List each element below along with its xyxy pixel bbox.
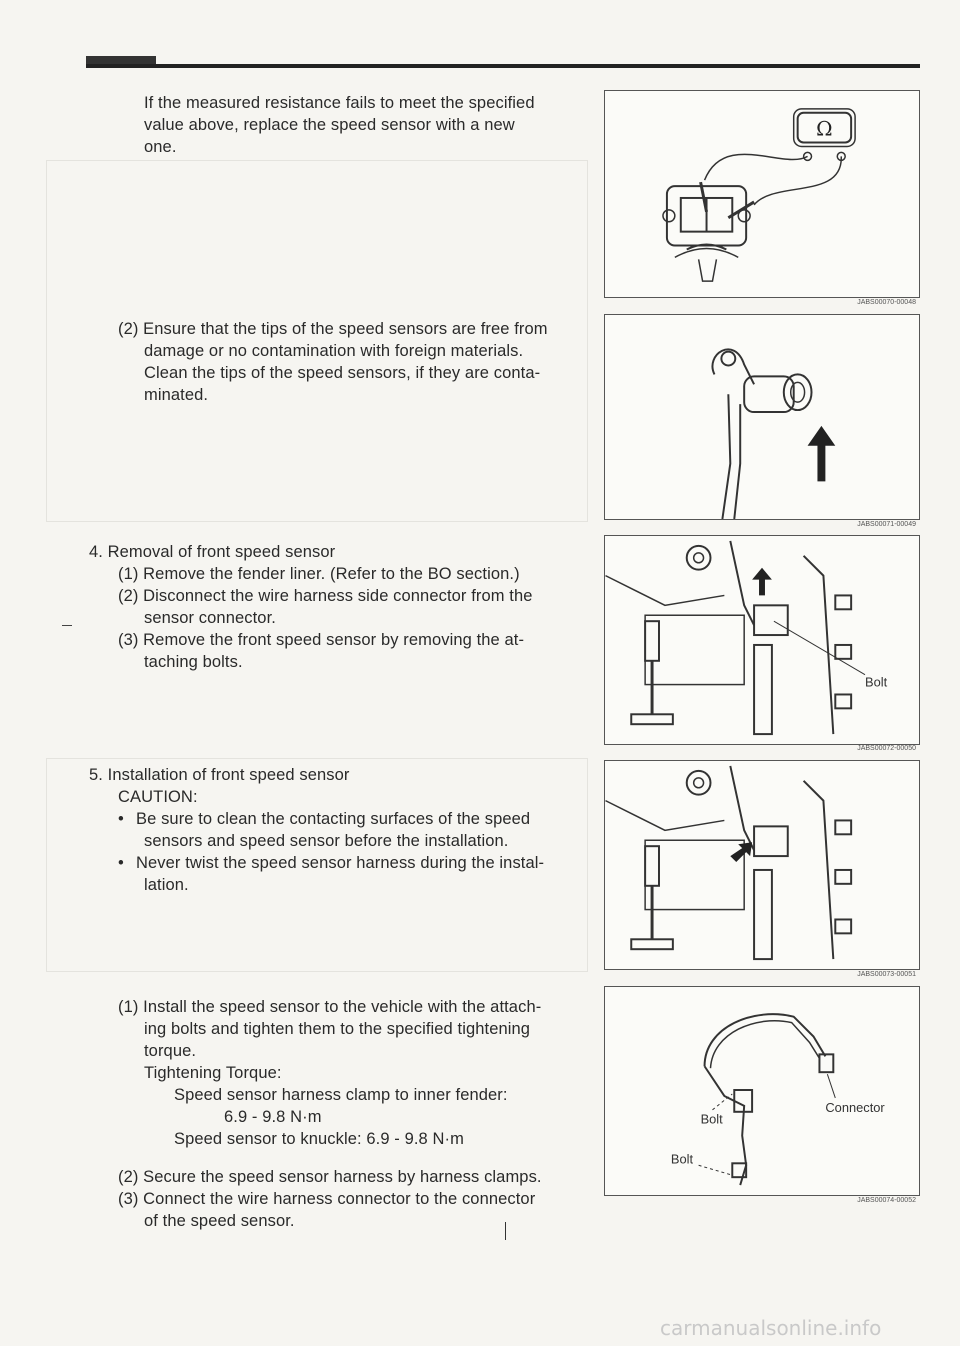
removal-step-3a: (3) Remove the front speed sensor by removing the at- xyxy=(118,631,525,649)
intro-line-3: one. xyxy=(144,138,177,156)
removal-step-3b: taching bolts. xyxy=(144,653,243,671)
step2-line-1: (2) Ensure that the tips of the speed sensors are free from xyxy=(118,320,548,338)
caution-bullet-2-cont: lation. xyxy=(144,876,189,894)
bullet-marker: • xyxy=(118,854,124,872)
install-step-1a: (1) Install the speed sensor to the vehicle with the attach- xyxy=(118,998,542,1016)
header-rule xyxy=(86,64,920,68)
intro-line-1: If the measured resistance fails to meet the specified xyxy=(144,94,535,112)
knuckle-removal-illustration xyxy=(605,536,919,744)
figure-code-3: JABS00072-00050 xyxy=(857,745,916,752)
install-step-3b: of the speed sensor. xyxy=(144,1212,295,1230)
figure-code-4: JABS00073-00051 xyxy=(857,971,916,978)
step2-line-2: damage or no contamination with foreign materials. xyxy=(144,342,524,360)
torque-knuckle: Speed sensor to knuckle: 6.9 - 9.8 N·m xyxy=(174,1130,464,1148)
install-step-2: (2) Secure the speed sensor harness by harness clamps. xyxy=(118,1168,542,1186)
figure-code-2: JABS00071-00049 xyxy=(857,521,916,528)
figure-sensor-removal xyxy=(604,535,920,745)
removal-title: 4. Removal of front speed sensor xyxy=(89,543,336,561)
step2-line-4: minated. xyxy=(144,386,209,404)
torque-clamp: Speed sensor harness clamp to inner fender: xyxy=(174,1086,508,1104)
torque-clamp-value: 6.9 - 9.8 N·m xyxy=(224,1108,322,1126)
figure-code-1: JABS00070-00048 xyxy=(857,299,916,306)
install-step-3a: (3) Connect the wire harness connector to the connector xyxy=(118,1190,536,1208)
caution-bullet-1-cont: sensors and speed sensor before the installation. xyxy=(144,832,509,850)
harness-routing-illustration xyxy=(605,987,919,1195)
removal-step-2a: (2) Disconnect the wire harness side connector from the xyxy=(118,587,533,605)
header-mark xyxy=(86,56,156,64)
step2-line-3: Clean the tips of the speed sensors, if they are conta- xyxy=(144,364,541,382)
caution-bullet-2 xyxy=(118,852,544,874)
figure-sensor-tip xyxy=(604,314,920,520)
figure-ohmmeter-check xyxy=(604,90,920,298)
removal-step-2b: sensor connector. xyxy=(144,609,276,627)
bullet-marker: • xyxy=(118,810,124,828)
connector-resistance-illustration xyxy=(605,91,919,297)
page-mark xyxy=(505,1222,506,1240)
figure-code-5: JABS00074-00052 xyxy=(857,1197,916,1204)
figure-harness-routing xyxy=(604,986,920,1196)
connector-label: Connector xyxy=(825,1099,885,1115)
caution-label: CAUTION: xyxy=(118,788,198,806)
bolt-label-lower: Bolt xyxy=(670,1151,694,1167)
caution-bullet-1 xyxy=(118,808,530,830)
watermark: carmanualsonline.info xyxy=(660,1316,882,1340)
install-step-1b: ing bolts and tighten them to the specified tightening xyxy=(144,1020,531,1038)
caution-bullet-1-text: Be sure to clean the contacting surfaces of the speed xyxy=(136,810,531,828)
knuckle-installation-illustration xyxy=(605,761,919,969)
install-step-1c: torque. xyxy=(144,1042,197,1060)
bolt-label-upper: Bolt xyxy=(700,1111,723,1127)
installation-title: 5. Installation of front speed sensor xyxy=(89,766,350,784)
figure-sensor-installation xyxy=(604,760,920,970)
intro-line-2: value above, replace the speed sensor with a new xyxy=(144,116,515,134)
removal-step-1: (1) Remove the fender liner. (Refer to the BO section.) xyxy=(118,565,520,583)
bolt-label: Bolt xyxy=(865,674,888,690)
speed-sensor-tip-illustration xyxy=(605,315,919,519)
margin-dash xyxy=(62,625,72,626)
caution-bullet-2-text: Never twist the speed sensor harness during the instal- xyxy=(136,854,545,872)
torque-title: Tightening Torque: xyxy=(144,1064,282,1082)
ohm-symbol: Ω xyxy=(816,117,833,141)
